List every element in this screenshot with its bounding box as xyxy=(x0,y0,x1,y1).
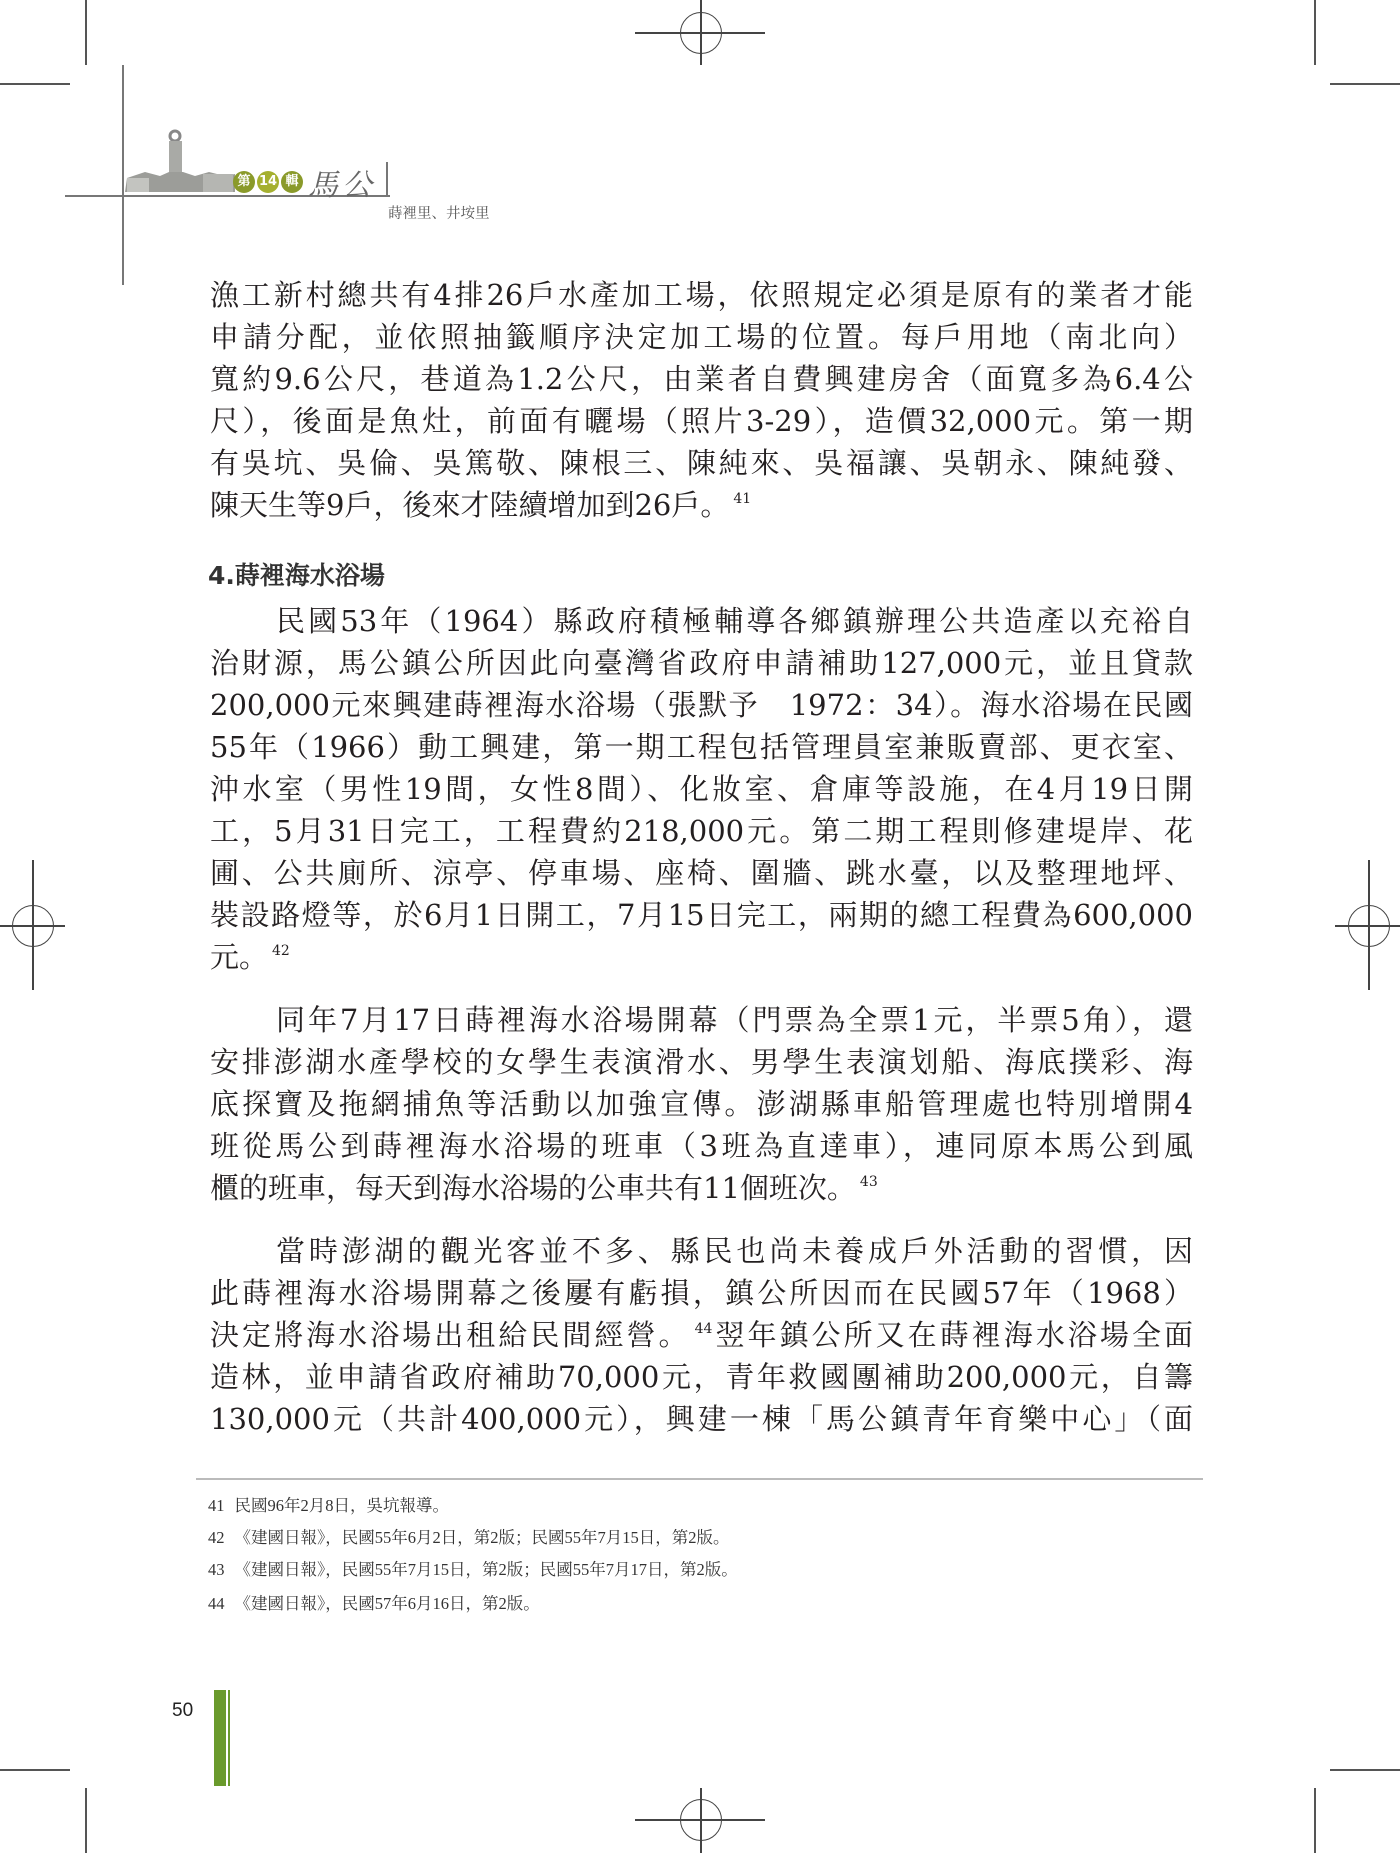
crop-mark xyxy=(1330,83,1400,85)
text-line: 寬約9.6公尺，巷道為1.2公尺，由業者自費興建房舍（面寬多為6.4公 xyxy=(210,362,1193,396)
footnote-divider xyxy=(196,1478,1203,1480)
footnote-text: 《建國日報》，民國55年7月15日，第2版；民國55年7月17日，第2版。 xyxy=(234,1560,738,1579)
text-line xyxy=(210,936,1193,978)
footnote-41 xyxy=(208,1492,449,1516)
crop-mark xyxy=(85,0,87,65)
text-line: 裝設路燈等，於6月1日開工，7月15日完工，兩期的總工程費為600,000 xyxy=(210,898,1193,932)
footnote-ref[interactable]: 44 xyxy=(694,1321,713,1337)
text-line: 造林，並申請省政府補助70,000元，青年救國團補助200,000元，自籌 xyxy=(210,1360,1193,1394)
text-line: 申請分配，並依照抽籤順序決定加工場的位置。每戶用地（南北向） xyxy=(210,320,1193,354)
crop-mark xyxy=(0,1769,70,1771)
page-accent-bar xyxy=(214,1690,228,1786)
crop-mark xyxy=(1314,0,1316,65)
volume-badge-char: 第 xyxy=(233,171,255,193)
volume-badge-number: 14 xyxy=(257,171,279,193)
crop-mark xyxy=(85,1788,87,1853)
text-line: 治財源，馬公鎮公所因此向臺灣省政府申請補助127,000元，並且貸款 xyxy=(210,646,1193,680)
header-logo-monument xyxy=(125,128,235,192)
header-title-divider xyxy=(386,162,388,195)
text-line: 當時澎湖的觀光客並不多、縣民也尚未養成戶外活動的習慣，因 xyxy=(276,1234,1193,1268)
text-line-content: 陳天生等9戶，後來才陸續增加到26戶。 xyxy=(210,488,730,522)
text-line xyxy=(210,484,1193,526)
text-line: 工，5月31日完工，工程費約218,000元。第二期工程則修建堤岸、花 xyxy=(210,814,1193,848)
volume-title: 馬公 xyxy=(308,168,376,203)
footnote-text: 《建國日報》，民國57年6月16日，第2版。 xyxy=(234,1594,540,1613)
footnote-number: 43 xyxy=(208,1560,225,1579)
footnote-ref[interactable]: 42 xyxy=(272,943,290,959)
text-line-content: 決定將海水浴場出租給民間經營。 xyxy=(210,1318,691,1352)
footnote-text: 民國96年2月8日，吳坑報導。 xyxy=(234,1496,449,1515)
footnote-43 xyxy=(208,1556,738,1580)
text-line: 圃、公共廁所、涼亭、停車場、座椅、圍牆、跳水臺，以及整理地坪、 xyxy=(210,856,1193,890)
crop-mark xyxy=(0,83,70,85)
text-line: 有吳坑、吳倫、吳篤敬、陳根三、陳純來、吳福讓、吳朝永、陳純發、 xyxy=(210,446,1193,480)
text-line: 同年7月17日蒔裡海水浴場開幕（門票為全票1元，半票5角），還 xyxy=(276,1003,1193,1037)
crop-mark xyxy=(1314,1788,1316,1853)
volume-badge xyxy=(233,170,305,193)
footnote-number: 41 xyxy=(208,1496,225,1515)
text-line: 民國53年（1964）縣政府積極輔導各鄉鎮辦理公共造產以充裕自 xyxy=(276,604,1193,638)
chapter-subtitle: 蒔裡里、井垵里 xyxy=(388,206,490,222)
text-line: 130,000元（共計400,000元），興建一棟「馬公鎮青年育樂中心」（面 xyxy=(210,1402,1193,1436)
text-line: 安排澎湖水產學校的女學生表演滑水、男學生表演划船、海底撲彩、海 xyxy=(210,1045,1193,1079)
text-line: 200,000元來興建蒔裡海水浴場（張默予 1972：34）。海水浴場在民國 xyxy=(210,688,1193,722)
footnote-number: 44 xyxy=(208,1594,225,1613)
text-line: 沖水室（男性19間，女性8間）、化妝室、倉庫等設施，在4月19日開 xyxy=(210,772,1193,806)
text-line: 漁工新村總共有4排26戶水產加工場，依照規定必須是原有的業者才能 xyxy=(210,278,1193,312)
text-line-content: 翌年鎮公所又在蒔裡海水浴場全面 xyxy=(712,1318,1193,1352)
footnote-number: 42 xyxy=(208,1528,225,1547)
text-line-content: 元。 xyxy=(210,940,269,974)
text-line: 底探寶及拖網捕魚等活動以加強宣傳。澎湖縣車船管理處也特別增開4 xyxy=(210,1087,1193,1121)
volume-badge-char: 輯 xyxy=(281,171,303,193)
text-line xyxy=(210,1167,1193,1209)
footnote-44 xyxy=(208,1590,540,1614)
footnote-ref[interactable]: 41 xyxy=(733,491,752,507)
header-vertical-rule xyxy=(122,65,124,285)
text-line xyxy=(210,1314,1193,1356)
text-line: 班從馬公到蒔裡海水浴場的班車（3班為直達車），連同原本馬公到風 xyxy=(210,1129,1193,1163)
page-number: 50 xyxy=(172,1700,194,1721)
text-line-content: 櫃的班車，每天到海水浴場的公車共有11個班次。 xyxy=(210,1171,856,1205)
footnote-text: 《建國日報》，民國55年6月2日，第2版；民國55年7月15日，第2版。 xyxy=(234,1528,730,1547)
section-heading: 4.蒔裡海水浴場 xyxy=(208,561,385,590)
text-line: 此蒔裡海水浴場開幕之後屢有虧損，鎮公所因而在民國57年（1968） xyxy=(210,1276,1193,1310)
crop-mark xyxy=(1330,1769,1400,1771)
text-line: 尺），後面是魚灶，前面有曬場（照片3-29），造價32,000元。第一期 xyxy=(210,404,1193,438)
footnote-ref[interactable]: 43 xyxy=(859,1174,878,1190)
text-line: 55年（1966）動工興建，第一期工程包括管理員室兼販賣部、更衣室、 xyxy=(210,730,1193,764)
footnote-42 xyxy=(208,1524,730,1548)
